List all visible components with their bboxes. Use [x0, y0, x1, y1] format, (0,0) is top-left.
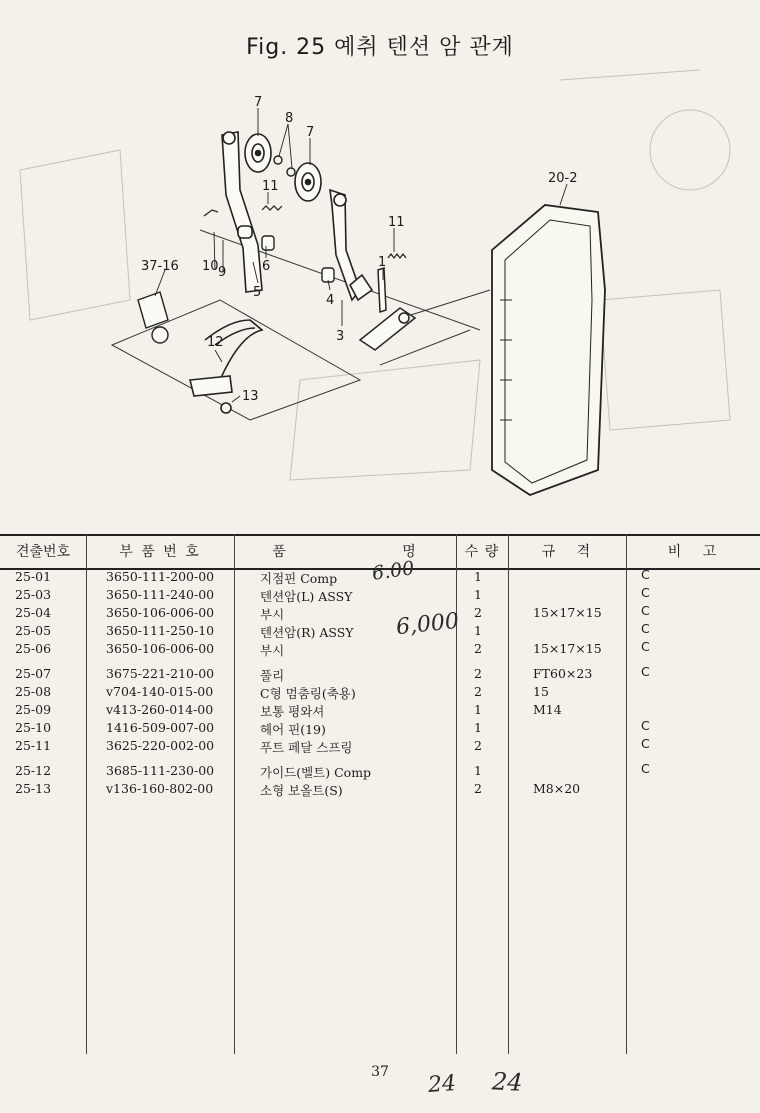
- name-cell: 텐션암(R) ASSY: [260, 625, 354, 640]
- note-cell: C: [641, 585, 650, 600]
- qty-cell: 1: [474, 623, 482, 638]
- parts-table: [0, 534, 760, 1054]
- name-cell: 가이드(벨트) Comp: [260, 765, 372, 780]
- qty-cell: 1: [474, 569, 482, 584]
- header-name-2: 명: [402, 544, 418, 560]
- part-no-cell: 3685-111-230-00: [106, 763, 215, 778]
- tension-arm-right: [330, 190, 372, 300]
- ref-no-cell: 25-12: [15, 763, 52, 778]
- pivot-pin: [360, 268, 415, 350]
- part-no-cell: 3675-221-210-00: [106, 666, 215, 681]
- qty-cell: 2: [474, 738, 482, 753]
- ref-no-cell: 25-03: [15, 587, 52, 602]
- part-no-cell: 3625-220-002-00: [106, 738, 215, 753]
- callout-13: 13: [242, 389, 259, 404]
- header-part-no: 부 품 번 호: [119, 544, 201, 560]
- name-cell: 부시: [260, 643, 285, 658]
- qty-cell: 2: [474, 684, 482, 699]
- note-cell: C: [641, 736, 650, 751]
- qty-cell: 2: [474, 781, 482, 796]
- table-row: [0, 641, 760, 659]
- callout-5: 5: [253, 285, 262, 300]
- qty-cell: 1: [474, 702, 482, 717]
- callout-8: 8: [285, 111, 294, 126]
- qty-cell: 1: [474, 720, 482, 735]
- ref-no-cell: 25-13: [15, 781, 52, 796]
- part-no-cell: v413-260-014-00: [106, 702, 214, 717]
- name-cell: 지점핀 Comp: [260, 571, 338, 586]
- callout-9: 9: [218, 265, 227, 280]
- qty-cell: 1: [474, 763, 482, 778]
- callout-6: 6: [262, 259, 271, 274]
- callout-20-2: 20-2: [548, 171, 578, 186]
- header-ref-no: 견출번호: [15, 544, 71, 560]
- callout-37-16: 37-16: [141, 259, 179, 274]
- table-row: [0, 684, 760, 702]
- spec-cell: 15×17×15: [533, 605, 602, 620]
- note-cell: C: [641, 761, 650, 776]
- ref-no-cell: 25-07: [15, 666, 52, 681]
- spec-cell: 15: [533, 684, 549, 699]
- ref-no-cell: 25-11: [15, 738, 52, 753]
- ref-no-cell: 25-08: [15, 684, 52, 699]
- part-no-cell: 3650-106-006-00: [106, 641, 215, 656]
- name-cell: 소형 보올트(S): [260, 783, 343, 798]
- callout-11a: 11: [262, 179, 279, 194]
- part-no-cell: v704-140-015-00: [106, 684, 214, 699]
- table-row: [0, 666, 760, 684]
- part-no-cell: 1416-509-007-00: [106, 720, 215, 735]
- name-cell: 보통 평와셔: [260, 704, 325, 719]
- note-cell: C: [641, 639, 650, 654]
- qty-cell: 1: [474, 587, 482, 602]
- name-cell: 부시: [260, 607, 285, 622]
- part-no-cell: v136-160-802-00: [106, 781, 214, 796]
- ref-no-cell: 25-05: [15, 623, 52, 638]
- pulley-upper: [245, 134, 271, 172]
- bleed-through-ghost: [20, 70, 730, 480]
- part-no-cell: 3650-106-006-00: [106, 605, 215, 620]
- table-row: [0, 763, 760, 781]
- hairpin: [204, 210, 218, 216]
- note-cell: C: [641, 718, 650, 733]
- qty-cell: 2: [474, 605, 482, 620]
- note-cell: C: [641, 664, 650, 679]
- bushings: [262, 236, 334, 282]
- handwritten-price-1: 6.00: [370, 557, 416, 585]
- note-cell: C: [641, 621, 650, 636]
- page-number: 37: [371, 1064, 389, 1080]
- name-cell: 텐션암(L) ASSY: [260, 589, 353, 604]
- ref-no-cell: 25-01: [15, 569, 52, 584]
- name-cell: 푸트 페달 스프링: [260, 740, 353, 755]
- table-row: [0, 781, 760, 799]
- name-cell: C형 멈춤링(축용): [260, 686, 356, 701]
- spec-cell: FT60×23: [533, 666, 593, 681]
- pulley-lower: [295, 163, 321, 201]
- handwritten-mark-2: 24: [491, 1067, 524, 1097]
- callout-7b: 7: [306, 125, 315, 140]
- qty-cell: 2: [474, 641, 482, 656]
- callout-10: 10: [202, 259, 219, 274]
- spec-cell: M14: [533, 702, 562, 717]
- transmission-case: [492, 205, 605, 495]
- callout-11b: 11: [388, 215, 405, 230]
- table-row: [0, 738, 760, 756]
- name-cell: 헤어 핀(19): [260, 722, 326, 737]
- header-qty: 수 량: [464, 544, 500, 560]
- ref-no-cell: 25-04: [15, 605, 52, 620]
- handwritten-mark-1: 24: [427, 1071, 457, 1098]
- part-no-cell: 3650-111-200-00: [106, 569, 215, 584]
- bracket-37-16: [138, 292, 168, 343]
- handwritten-price-2: 6,000: [394, 608, 461, 641]
- spec-cell: M8×20: [533, 781, 581, 796]
- callout-7a: 7: [254, 95, 263, 110]
- part-no-cell: 3650-111-250-10: [106, 623, 215, 638]
- callout-1: 1: [378, 255, 387, 270]
- part-no-cell: 3650-111-240-00: [106, 587, 215, 602]
- header-note: 비 고: [667, 544, 719, 560]
- note-cell: C: [641, 567, 650, 582]
- note-cell: C: [641, 603, 650, 618]
- header-name-1: 품: [272, 544, 288, 560]
- table-top-rule: [0, 534, 760, 536]
- name-cell: 풀리: [260, 668, 285, 683]
- ref-no-cell: 25-10: [15, 720, 52, 735]
- exploded-diagram: [0, 0, 760, 530]
- callout-3: 3: [336, 329, 345, 344]
- header-spec: 규 격: [541, 544, 593, 560]
- callout-4: 4: [326, 293, 335, 308]
- spec-cell: 15×17×15: [533, 641, 602, 656]
- qty-cell: 2: [474, 666, 482, 681]
- ref-no-cell: 25-06: [15, 641, 52, 656]
- callout-12: 12: [207, 335, 224, 350]
- figure-title: Fig. 25 예취 텐션 암 관계: [246, 35, 514, 60]
- ref-no-cell: 25-09: [15, 702, 52, 717]
